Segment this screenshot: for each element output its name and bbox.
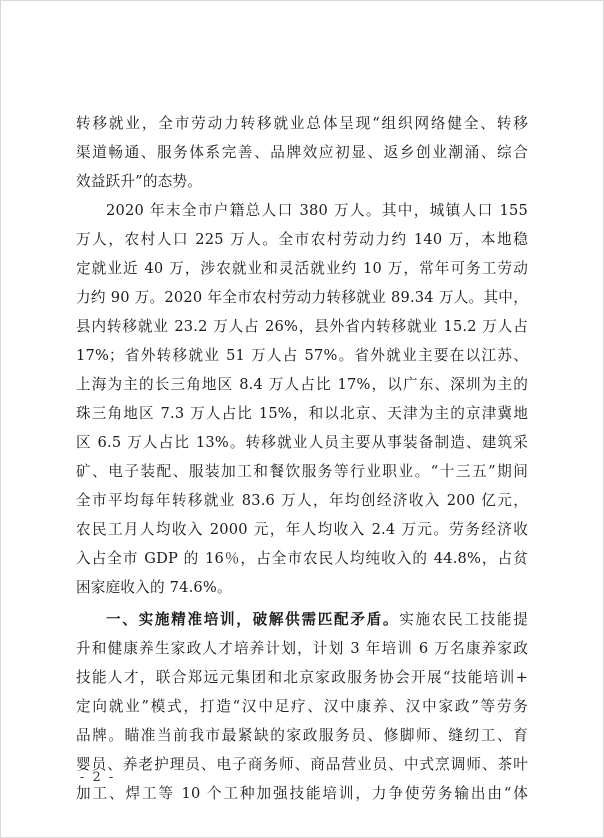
text-line: 定就业近 40 万，涉农就业和灵活就业约 10 万，常年可务工劳动 [76,260,528,277]
text-line: 技能人才，联合郑远元集团和北京家政服务协会开展“技能培训+ [76,669,528,686]
text-line: 定向就业”模式，打造“汉中足疗、汉中康养、汉中家政”等劳务 [76,698,528,715]
text-line: 加工、焊工等 10 个工种加强技能培训，力争使劳务输出由“体 [76,785,528,802]
section-heading-rest: 实施农民工技能提 [399,611,528,628]
section-heading: 一、实施精准培训，破解供需匹配矛盾。 [106,611,400,628]
page-number: - 2 - [80,770,116,785]
text-line: 万人，农村人口 225 万人。全市农村劳动力约 140 万，本地稳 [76,231,528,248]
text-line: 入占全市 GDP 的 16％，占全市农民人均纯收入的 44.8%，占贫 [76,550,528,567]
section-heading-line [106,608,528,632]
text-line: 婴员、养老护理员、电子商务师、商品营业员、中式烹调师、茶叶 [76,756,528,773]
text-line: 农民工月人均收入 2000 元，年人均收入 2.4 万元。劳务经济收 [76,521,528,538]
text-line: 2020 年末全市户籍总人口 380 万人。其中，城镇人口 155 [106,202,528,219]
text-line: 渠道畅通、服务体系完善、品牌效应初显、返乡创业潮涌、综合 [76,144,528,161]
text-line: 珠三角地区 7.3 万人占比 15%，和以北京、天津为主的京津冀地 [76,405,528,422]
text-line: 17%；省外转移就业 51 万人占 57%。省外就业主要在以江苏、 [76,347,528,364]
text-line: 矿、电子装配、服装加工和餐饮服务等行业职业。“十三五”期间 [76,463,528,480]
text-line: 上海为主的长三角地区 8.4 万人占比 17%，以广东、深圳为主的 [76,376,528,393]
text-line: 全市平均每年转移就业 83.6 万人，年均创经济收入 200 亿元， [76,492,528,509]
text-line: 力约 90 万。2020 年全市农村劳动力转移就业 89.34 万人。其中， [76,289,528,306]
text-line: 效益跃升”的态势。 [76,173,203,190]
text-line: 转移就业，全市劳动力转移就业总体呈现“组织网络健全、转移 [76,115,528,132]
text-line: 升和健康养生家政人才培养计划，计划 3 年培训 6 万名康养家政 [76,640,528,657]
text-line: 区 6.5 万人占比 13%。转移就业人员主要从事装备制造、建筑采 [76,434,528,451]
text-line: 困家庭收入的 74.6%。 [76,579,232,596]
text-line: 县内转移就业 23.2 万人占 26%，县外省内转移就业 15.2 万人占 [76,318,528,335]
text-line: 品牌。瞄准当前我市最紧缺的家政服务员、修脚师、缝纫工、育 [76,727,528,744]
